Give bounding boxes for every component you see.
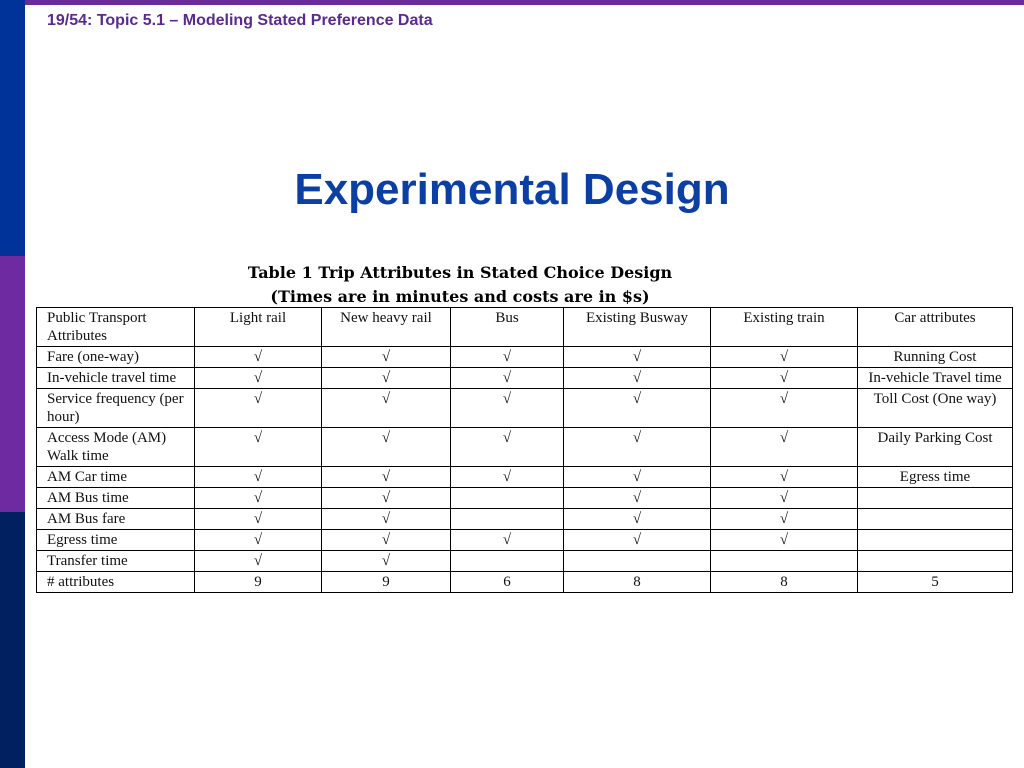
count-cell: 9	[322, 572, 451, 593]
column-header: Car attributes	[858, 308, 1013, 347]
check-cell: √	[711, 368, 858, 389]
check-cell: √	[451, 530, 564, 551]
trip-attributes-table	[36, 307, 1013, 593]
check-cell: √	[322, 389, 451, 428]
check-cell: √	[195, 347, 322, 368]
attribute-cell: Egress time	[37, 530, 195, 551]
left-bar-segment-purple	[0, 256, 25, 512]
table-row	[37, 488, 1013, 509]
check-cell: √	[322, 428, 451, 467]
slide-header: 19/54: Topic 5.1 – Modeling Stated Preference Data	[47, 12, 433, 29]
check-cell: √	[711, 389, 858, 428]
table-total-row	[37, 572, 1013, 593]
table-row	[37, 368, 1013, 389]
check-cell: √	[564, 467, 711, 488]
car-attribute-cell: In-vehicle Travel time	[858, 368, 1013, 389]
check-cell	[451, 509, 564, 530]
car-attribute-cell	[858, 530, 1013, 551]
attribute-cell: AM Bus time	[37, 488, 195, 509]
check-cell: √	[711, 467, 858, 488]
attribute-cell: In-vehicle travel time	[37, 368, 195, 389]
count-cell: 8	[711, 572, 858, 593]
attribute-cell: AM Bus fare	[37, 509, 195, 530]
car-attribute-cell: Daily Parking Cost	[858, 428, 1013, 467]
table-caption-line-1: Table 1 Trip Attributes in Stated Choice Design	[247, 263, 673, 282]
attribute-cell: Transfer time	[37, 551, 195, 572]
check-cell: √	[322, 347, 451, 368]
table-row	[37, 347, 1013, 368]
car-attribute-cell	[858, 509, 1013, 530]
check-cell: √	[711, 347, 858, 368]
table-row	[37, 467, 1013, 488]
check-cell: √	[711, 428, 858, 467]
top-accent-bar	[0, 0, 1024, 5]
check-cell: √	[322, 488, 451, 509]
check-cell	[451, 551, 564, 572]
check-cell: √	[711, 530, 858, 551]
check-cell: √	[564, 368, 711, 389]
attribute-cell: Fare (one-way)	[37, 347, 195, 368]
column-header: Existing Busway	[564, 308, 711, 347]
table-header-row	[37, 308, 1013, 347]
column-header: Bus	[451, 308, 564, 347]
car-attribute-cell	[858, 551, 1013, 572]
check-cell: √	[195, 428, 322, 467]
car-attribute-cell: Toll Cost (One way)	[858, 389, 1013, 428]
column-header: Public Transport Attributes	[37, 308, 195, 347]
attribute-cell: Access Mode (AM) Walk time	[37, 428, 195, 467]
check-cell: √	[322, 551, 451, 572]
check-cell: √	[322, 509, 451, 530]
attribute-cell: # attributes	[37, 572, 195, 593]
check-cell: √	[711, 509, 858, 530]
check-cell: √	[564, 389, 711, 428]
left-accent-bar	[0, 0, 25, 768]
table-row	[37, 551, 1013, 572]
check-cell: √	[322, 368, 451, 389]
check-cell: √	[451, 428, 564, 467]
check-cell: √	[564, 530, 711, 551]
left-bar-segment-blue	[0, 0, 25, 256]
table-row	[37, 389, 1013, 428]
left-bar-segment-navy	[0, 512, 25, 768]
check-cell: √	[451, 347, 564, 368]
check-cell: √	[564, 488, 711, 509]
attribute-cell: AM Car time	[37, 467, 195, 488]
check-cell: √	[564, 509, 711, 530]
attribute-cell: Service frequency (per hour)	[37, 389, 195, 428]
count-cell: 9	[195, 572, 322, 593]
car-attribute-cell: Egress time	[858, 467, 1013, 488]
table-row	[37, 428, 1013, 467]
count-cell: 8	[564, 572, 711, 593]
column-header: Existing train	[711, 308, 858, 347]
check-cell: √	[322, 530, 451, 551]
check-cell: √	[195, 530, 322, 551]
check-cell: √	[564, 347, 711, 368]
check-cell	[451, 488, 564, 509]
column-header: New heavy rail	[322, 308, 451, 347]
check-cell: √	[195, 368, 322, 389]
check-cell: √	[564, 428, 711, 467]
car-attribute-cell	[858, 488, 1013, 509]
check-cell: √	[711, 488, 858, 509]
check-cell: √	[451, 368, 564, 389]
car-attribute-cell: Running Cost	[858, 347, 1013, 368]
check-cell: √	[195, 467, 322, 488]
check-cell: √	[451, 467, 564, 488]
table-row	[37, 530, 1013, 551]
check-cell: √	[451, 389, 564, 428]
check-cell: √	[195, 389, 322, 428]
check-cell: √	[195, 488, 322, 509]
count-cell: 6	[451, 572, 564, 593]
slide-title: Experimental Design	[294, 165, 730, 214]
check-cell: √	[195, 551, 322, 572]
table-row	[37, 509, 1013, 530]
check-cell	[564, 551, 711, 572]
check-cell: √	[322, 467, 451, 488]
check-cell	[711, 551, 858, 572]
check-cell: √	[195, 509, 322, 530]
count-cell: 5	[858, 572, 1013, 593]
table-caption-line-2: (Times are in minutes and costs are in $s)	[270, 287, 650, 306]
column-header: Light rail	[195, 308, 322, 347]
